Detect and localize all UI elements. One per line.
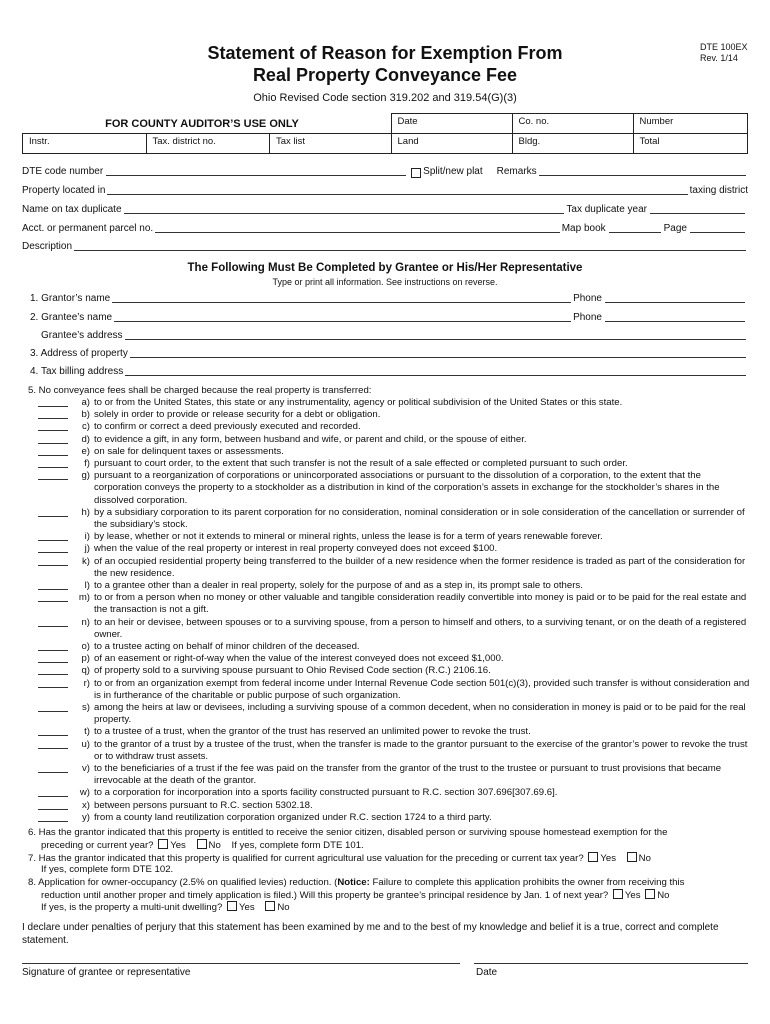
reason-text: to confirm or correct a deed previously executed and recorded. bbox=[94, 421, 361, 433]
reason-checkline[interactable] bbox=[38, 787, 68, 797]
reason-text: from a county land reutilization corporation organized under R.C. section 1724 to a third party. bbox=[94, 811, 492, 823]
question-6-line2 bbox=[41, 839, 763, 852]
reason-checkline[interactable] bbox=[38, 543, 68, 553]
acct-row bbox=[22, 223, 748, 235]
reason-letter: u) bbox=[81, 738, 90, 750]
name-tax-row bbox=[22, 204, 748, 216]
grantee-name-label: 2. Grantee’s name bbox=[30, 312, 113, 323]
reason-item bbox=[38, 409, 750, 421]
reason-checkline[interactable] bbox=[38, 812, 68, 822]
reason-letter: l) bbox=[84, 580, 90, 591]
reason-text: to a corporation for incorporation into a sports facility constructed pursuant to R.C. section 307.696[307.69.6]. bbox=[94, 787, 558, 799]
property-address-label: 3. Address of property bbox=[30, 348, 128, 359]
question-8-notice-text: Failure to complete this application prohibits the owner from receiving this bbox=[369, 877, 685, 888]
reason-letter: n) bbox=[81, 616, 90, 628]
declaration-text: I declare under penalties of perjury that this statement has been examined by me and to the best of my knowledge and belief it is a true, correct and complete statement. bbox=[22, 922, 719, 946]
grantee-name-field[interactable] bbox=[114, 320, 571, 322]
reason-letter: c) bbox=[82, 421, 90, 433]
reason-checkline[interactable] bbox=[38, 556, 68, 566]
auditor-date-cell[interactable]: Date bbox=[391, 114, 512, 134]
reason-checkline[interactable] bbox=[38, 397, 68, 407]
auditor-bldg-cell[interactable]: Bldg. bbox=[512, 134, 633, 154]
form-title-line1: Statement of Reason for Exemption From bbox=[207, 43, 563, 63]
reason-text: to a trustee acting on behalf of minor children of the deceased. bbox=[94, 641, 360, 652]
grantor-name-field[interactable] bbox=[112, 301, 571, 303]
dte-code-field[interactable] bbox=[106, 174, 406, 176]
grantor-phone-label: Phone bbox=[573, 293, 602, 304]
form-title-line2: Real Property Conveyance Fee bbox=[252, 65, 518, 85]
grantee-phone-label: Phone bbox=[573, 312, 602, 323]
remarks-label: Remarks bbox=[496, 166, 537, 177]
grantor-name-row bbox=[30, 293, 748, 305]
description-row bbox=[22, 241, 748, 253]
reason-item bbox=[38, 665, 750, 677]
reason-checkline[interactable] bbox=[38, 653, 68, 663]
name-tax-field[interactable] bbox=[124, 212, 565, 214]
reason-letter: g) bbox=[81, 470, 90, 482]
reason-letter: q) bbox=[81, 665, 90, 677]
reason-text: by a subsidiary corporation to its parent corporation for no consideration, nominal consideration or in sole consideration of the cancellation or surrender of the subsidiary’s stock. bbox=[94, 506, 745, 530]
reason-item bbox=[38, 446, 750, 458]
reason-checkline[interactable] bbox=[38, 470, 68, 480]
reason-item bbox=[38, 763, 750, 787]
reason-letter: y) bbox=[82, 811, 90, 823]
signature-line[interactable] bbox=[22, 963, 460, 964]
reason-item bbox=[38, 678, 750, 702]
reason-letter: j) bbox=[84, 543, 90, 555]
reason-letter: t) bbox=[84, 726, 90, 738]
reason-text: of an easement or right-of-way when the value of the interest conveyed does not exceed $1,000. bbox=[94, 653, 504, 665]
page-label: Page bbox=[663, 223, 687, 234]
reason-checkline[interactable] bbox=[38, 507, 68, 517]
name-tax-label: Name on tax duplicate bbox=[22, 204, 122, 215]
question-6-prompt: preceding or current year? bbox=[41, 840, 154, 851]
reason-item bbox=[38, 531, 750, 543]
reason-text: pursuant to court order, to the extent that such transfer is not the result of a sale effected or completed pursuant to such order. bbox=[94, 458, 628, 469]
reason-letter: m) bbox=[78, 592, 90, 604]
reason-letter: o) bbox=[81, 641, 90, 652]
auditor-heading: FOR COUNTY AUDITOR’S USE ONLY bbox=[105, 118, 299, 130]
dte-code-label: DTE code number bbox=[22, 166, 104, 177]
page-field[interactable] bbox=[690, 231, 745, 233]
reason-item bbox=[38, 458, 750, 470]
q7-no-checkbox[interactable] bbox=[627, 852, 637, 862]
grantee-address-label: Grantee’s address bbox=[41, 330, 123, 341]
reason-letter: d) bbox=[81, 433, 90, 445]
reason-text: to the beneficiaries of a trust if the fee was paid on the transfer from the grantor of the trust to the trustee or pursuant to trust provisions that became irrevocable at the death of the grantor. bbox=[94, 763, 722, 787]
reason-text: of an occupied residential property being transferred to the builder of a new residence when the former residence is traded as part of the consideration for the new residence. bbox=[94, 555, 746, 579]
grantee-phone-field[interactable] bbox=[605, 320, 745, 322]
reason-letter: p) bbox=[81, 653, 90, 665]
reason-text: to or from the United States, this state or any instrumentality, agency or political subdivision of the United States or this state. bbox=[94, 397, 623, 408]
reason-item bbox=[38, 592, 750, 616]
tax-billing-field[interactable] bbox=[125, 374, 746, 376]
description-field[interactable] bbox=[74, 249, 746, 251]
dte-code-row bbox=[22, 166, 748, 178]
tax-billing-label: 4. Tax billing address bbox=[30, 366, 124, 377]
question-8-residence: reduction until another proper and timely application is filed.) Will this property be grantee’s principal residence by Jan. 1 of next year? bbox=[41, 890, 609, 901]
auditor-instr-cell[interactable]: Instr. bbox=[23, 134, 147, 154]
reason-checkline[interactable] bbox=[38, 409, 68, 419]
date-line[interactable] bbox=[474, 963, 748, 964]
form-subtitle: Ohio Revised Code section 319.202 and 319.54(G)(3) bbox=[253, 92, 517, 104]
q8-multiunit-no-label: No bbox=[277, 902, 290, 913]
reason-item bbox=[38, 580, 750, 592]
q6-yes-checkbox[interactable] bbox=[158, 839, 168, 849]
reason-item bbox=[38, 641, 750, 653]
q8-yes-label: Yes bbox=[624, 890, 641, 901]
reason-checkline[interactable] bbox=[38, 641, 68, 651]
reason-text: among the heirs at law or devisees, including a surviving spouse of a common decedent, when no consideration in money is paid or to be paid for the real property. bbox=[94, 702, 746, 726]
reason-text: pursuant to a reorganization of corporations or unincorporated associations or pursuant to the dissolution of a corporation, to the extent that the corporation conveys the property to a stockholder as a distribution in kind of the corporation’s assets in exchange for the stockholder’s shares in the dissolved corporation. bbox=[94, 470, 720, 506]
reason-text: between persons pursuant to R.C. section 5302.18. bbox=[94, 799, 313, 811]
reason-checkline[interactable] bbox=[38, 665, 68, 675]
reason-letter: x) bbox=[82, 799, 90, 811]
auditor-total-cell[interactable]: Total bbox=[633, 134, 748, 154]
auditor-tax-list-cell[interactable]: Tax list bbox=[270, 134, 392, 154]
reason-text: on sale for delinquent taxes or assessments. bbox=[94, 445, 284, 457]
reason-item bbox=[38, 617, 750, 641]
auditor-county-no-cell[interactable]: Co. no. bbox=[512, 114, 633, 134]
reason-text: by lease, whether or not it extends to mineral or mineral rights, unless the lease is for a term of years renewable forever. bbox=[94, 531, 603, 543]
reason-text: to an heir or devisee, between spouses or to a surviving spouse, from a person to himself and others, to a surviving tenant, or on the death of a registered owner. bbox=[94, 616, 747, 640]
tax-year-label: Tax duplicate year bbox=[566, 204, 647, 215]
reason-letter: a) bbox=[81, 397, 90, 408]
date-label: Date bbox=[476, 967, 498, 978]
property-located-row bbox=[22, 185, 748, 197]
reason-checkline[interactable] bbox=[38, 739, 68, 749]
q7-yes-checkbox[interactable] bbox=[588, 852, 598, 862]
q8-no-checkbox[interactable] bbox=[645, 889, 655, 899]
reason-item bbox=[38, 812, 750, 824]
reason-item bbox=[38, 787, 750, 799]
q7-yes-label: Yes bbox=[600, 853, 616, 864]
grantee-name-row bbox=[30, 312, 748, 324]
reason-item bbox=[38, 556, 750, 580]
form-id: DTE 100EX bbox=[700, 42, 748, 52]
form-revision: Rev. 1/14 bbox=[700, 53, 738, 63]
tax-billing-row bbox=[30, 366, 748, 378]
reason-item bbox=[38, 421, 750, 433]
grantee-section-heading: The Following Must Be Completed by Grantee or His/Her Representative bbox=[187, 262, 583, 274]
auditor-tax-district-cell[interactable]: Tax. district no. bbox=[146, 134, 270, 154]
reason-text: to evidence a gift, in any form, between husband and wife, or parent and child, or the spouse of either. bbox=[94, 433, 527, 445]
property-address-field[interactable] bbox=[130, 356, 746, 358]
auditor-number-cell[interactable]: Number bbox=[633, 114, 748, 134]
reason-checkline[interactable] bbox=[38, 702, 68, 712]
question-6-instruction: If yes, complete form DTE 101. bbox=[231, 840, 364, 851]
reason-text: solely in order to provide or release security for a debt or obligation. bbox=[94, 409, 381, 421]
reason-letter: k) bbox=[82, 555, 90, 567]
reason-item bbox=[38, 653, 750, 665]
split-plat-checkbox[interactable] bbox=[411, 168, 421, 178]
reason-letter: f) bbox=[84, 458, 90, 469]
question-8-notice: Notice: bbox=[337, 877, 370, 888]
reason-letter: h) bbox=[81, 506, 90, 518]
grantor-phone-field[interactable] bbox=[605, 301, 745, 303]
reason-letter: w) bbox=[79, 787, 90, 799]
reason-letter: b) bbox=[81, 409, 90, 421]
reason-item bbox=[38, 434, 750, 446]
acct-label: Acct. or permanent parcel no. bbox=[22, 223, 154, 234]
question-8-line3 bbox=[41, 901, 763, 914]
q8-multiunit-yes-checkbox[interactable] bbox=[227, 901, 237, 911]
reason-checkline[interactable] bbox=[38, 726, 68, 736]
reason-checkline[interactable] bbox=[38, 580, 68, 590]
property-located-field[interactable] bbox=[107, 193, 687, 195]
reason-text: to or from a person when no money or other valuable and tangible consideration readily convertible into money is paid or to be paid for the real estate and the transaction is not a gift. bbox=[94, 592, 747, 616]
grantee-section-note: Type or print all information. See instructions on reverse. bbox=[272, 277, 498, 287]
remarks-field[interactable] bbox=[539, 174, 746, 176]
auditor-land-cell[interactable]: Land bbox=[391, 134, 512, 154]
reason-checkline[interactable] bbox=[38, 446, 68, 456]
q8-multiunit-yes-label: Yes bbox=[238, 902, 255, 913]
reason-text: to a trustee of a trust, when the grantor of the trust has reserved an unlimited power to revoke the trust. bbox=[94, 726, 531, 738]
reason-checkline[interactable] bbox=[38, 592, 68, 602]
reason-item bbox=[38, 507, 750, 531]
reason-item bbox=[38, 470, 750, 507]
acct-field[interactable] bbox=[155, 231, 560, 233]
question-5: 5. No conveyance fees shall be charged because the real property is transferred: bbox=[28, 385, 372, 396]
reason-letter: e) bbox=[81, 445, 90, 457]
reason-checkline[interactable] bbox=[38, 800, 68, 810]
split-plat-label: Split/new plat bbox=[423, 166, 483, 177]
reason-checkline[interactable] bbox=[38, 678, 68, 688]
q8-no-label: No bbox=[657, 890, 670, 901]
reason-text: of property sold to a surviving spouse pursuant to Ohio Revised Code section (R.C.) 2106.16. bbox=[94, 665, 491, 677]
q6-no-label: No bbox=[208, 840, 221, 851]
taxing-district-label: taxing district bbox=[689, 185, 748, 196]
reason-checkline[interactable] bbox=[38, 531, 68, 541]
q6-no-checkbox[interactable] bbox=[197, 839, 207, 849]
reason-checkline[interactable] bbox=[38, 617, 68, 627]
q6-yes-label: Yes bbox=[170, 840, 186, 851]
tax-year-field[interactable] bbox=[650, 212, 745, 214]
reason-item bbox=[38, 397, 750, 409]
map-book-label: Map book bbox=[561, 223, 606, 234]
reason-text: when the value of the real property or interest in real property conveyed does not exceed $100. bbox=[94, 543, 498, 555]
question-8-multiunit: If yes, is the property a multi-unit dwelling? bbox=[41, 902, 223, 913]
grantee-address-field[interactable] bbox=[125, 338, 746, 340]
reason-item bbox=[38, 726, 750, 738]
reason-item bbox=[38, 800, 750, 812]
property-address-row bbox=[30, 348, 748, 360]
question-7-prompt: 7. Has the grantor indicated that this property is qualified for current agricultural use valuation for the preceding or current tax year? bbox=[28, 853, 584, 864]
description-label: Description bbox=[22, 241, 73, 252]
reason-text: to or from an organization exempt from federal income under Internal Revenue Code section 501(c)(3), provided such transfer is without consideration and is in furtherance of the charitable or public purpose of such organization. bbox=[94, 677, 750, 701]
q8-yes-checkbox[interactable] bbox=[613, 889, 623, 899]
signature-label: Signature of grantee or representative bbox=[22, 967, 191, 978]
question-7-line2: If yes, complete form DTE 102. bbox=[41, 864, 174, 875]
question-6-line1: 6. Has the grantor indicated that this property is entitled to receive the senior citizen, disabled person or surviving spouse homestead exemption for the bbox=[28, 827, 668, 838]
auditor-table bbox=[22, 113, 748, 154]
q7-no-label: No bbox=[638, 853, 651, 864]
grantee-address-row bbox=[41, 330, 748, 342]
reason-item bbox=[38, 702, 750, 726]
question-8-line1 bbox=[28, 877, 750, 889]
reason-checkline[interactable] bbox=[38, 434, 68, 444]
property-located-label: Property located in bbox=[22, 185, 106, 196]
reason-item bbox=[38, 739, 750, 763]
reason-text: to a grantee other than a dealer in real property, solely for the purpose of and as a step in, its prompt sale to others. bbox=[94, 580, 583, 591]
reason-text: to the grantor of a trust by a trustee of the trust, when the transfer is made to the grantor pursuant to the exercise of the grantor’s power to revoke the trust or to withdraw trust assets. bbox=[94, 738, 748, 762]
reason-letter: v) bbox=[82, 763, 90, 774]
map-book-field[interactable] bbox=[609, 231, 661, 233]
reason-letter: s) bbox=[82, 702, 90, 713]
reason-checkline[interactable] bbox=[38, 421, 68, 431]
reason-checkline[interactable] bbox=[38, 763, 68, 773]
q8-multiunit-no-checkbox[interactable] bbox=[265, 901, 275, 911]
reason-letter: r) bbox=[83, 677, 90, 689]
question-8-prompt: 8. Application for owner-occupancy (2.5% on qualified levies) reduction. ( bbox=[28, 877, 338, 888]
reason-letter: i) bbox=[84, 531, 90, 543]
grantor-name-label: 1. Grantor’s name bbox=[30, 293, 111, 304]
reason-checkline[interactable] bbox=[38, 458, 68, 468]
reason-item bbox=[38, 543, 750, 555]
